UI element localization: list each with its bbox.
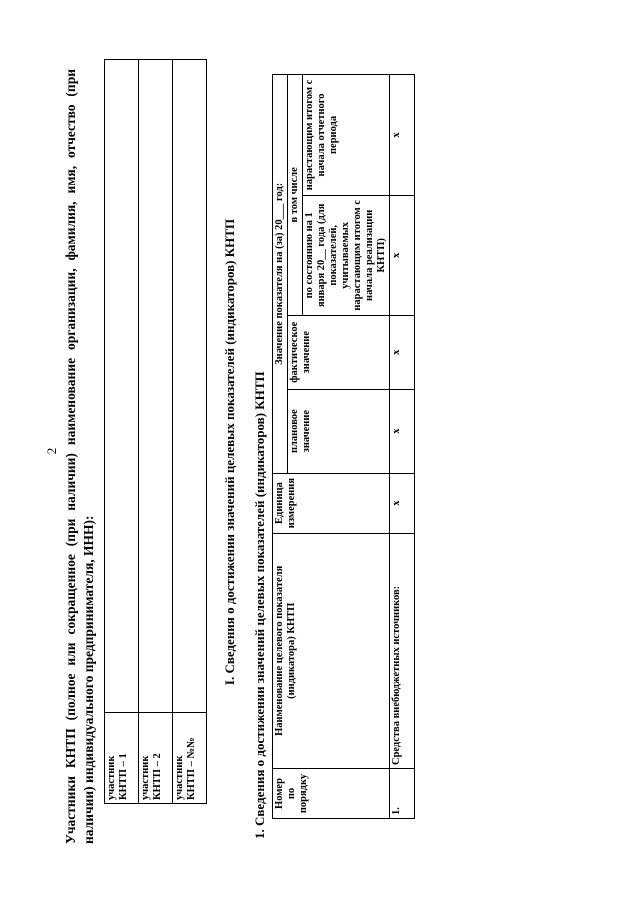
participant-row [173,60,207,804]
header-number: Номер по порядку [273,769,390,819]
participant-label-line2: КНТП – 2 [152,753,163,800]
header-planned: плановое значение [288,389,390,473]
participant-label-line2: КНТП – 1 [118,753,129,800]
cell-name: Средства внебюджетных источников: [390,533,415,768]
table-row [390,75,415,819]
participants-table [104,59,207,804]
participant-value [173,60,207,713]
participant-label [105,713,139,804]
participant-label [173,713,207,804]
participant-label-line1: участник [140,755,151,800]
participant-label-line1: участник [174,755,185,800]
header-row [273,75,288,819]
page-number: 2 [44,447,59,455]
cell-unit: х [390,473,415,533]
cell-planned: х [390,389,415,473]
participant-row [139,60,173,804]
cell-cumulative: х [390,75,415,196]
cell-as-of: х [390,195,415,315]
header-values-group: Значение показателя на (за) 20___ год: [273,75,288,474]
indicators-table [272,74,415,819]
participant-value [139,60,173,713]
participant-value [105,60,139,713]
header-cumulative: нарастающим итогом с начала отчетного периода [303,75,390,196]
header-including: в том числе [288,75,303,316]
header-as-of: по состоянию на 1 января 20__ года (для показателей, учитываемых нарастающим итогом с начала реализации КНТП) [303,195,390,315]
participant-label-line2: КНТП – №№ [186,737,197,800]
section-heading: I. Сведения о достижении значений целевых показателей (индикаторов) КНТП [222,218,237,686]
participant-row [105,60,139,804]
cell-number: 1. [390,769,415,819]
header-name: Наименование целевого показателя (индикатора) КНТП [273,533,390,768]
subsection-heading: 1. Сведения о достижении значений целевых показателей (индикаторов) КНТП [252,371,267,839]
participant-label-line1: участник [106,755,117,800]
header-actual: фактическое значение [288,315,390,389]
participants-intro-text: Участники КНТП (полное или сокращенное (при наличии) наименование организации, фамилия, имя, отчество (при наличии) индивидуального предпринимателя, ИНН): [63,69,96,844]
header-unit: Единица измерения [273,473,390,533]
cell-actual: х [390,315,415,389]
participant-label [139,713,173,804]
